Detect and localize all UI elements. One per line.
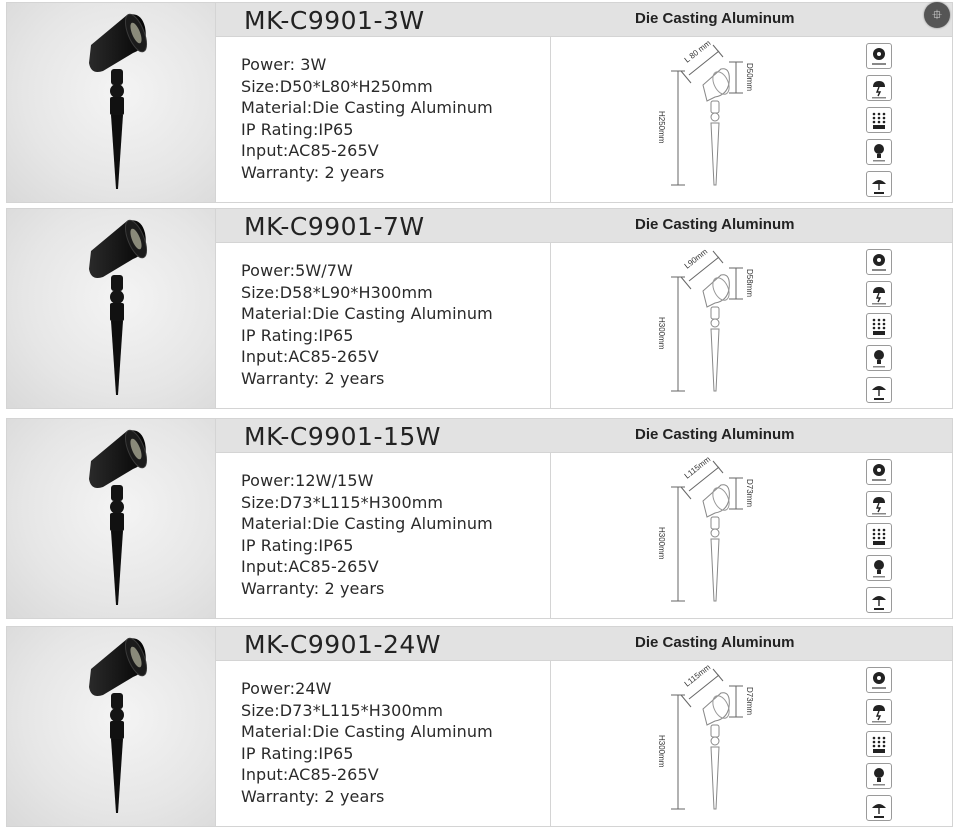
spec-list: [216, 243, 551, 408]
product-title-bar: [216, 3, 952, 37]
spec-line: Warranty: 2 years: [241, 368, 385, 388]
spec-line: Warranty: 2 years: [241, 578, 385, 598]
product-model: MK-C9901-7W: [244, 212, 425, 241]
spec-line: Power: 3W: [241, 55, 327, 74]
anti-stroke-icon: [866, 699, 892, 725]
dimension-panel: [551, 243, 952, 408]
visual-search-icon[interactable]: ⯐: [924, 2, 950, 28]
dimension-drawing: [551, 37, 851, 203]
ip65-icon: [866, 377, 892, 403]
energy-efficient-icon: [866, 763, 892, 789]
height-dimension-label: H250mm: [657, 111, 666, 144]
led-icon: [866, 523, 892, 549]
energy-efficient-icon: [866, 555, 892, 581]
material-header: Die Casting Aluminum: [635, 426, 795, 443]
diameter-dimension-label: D50mm: [745, 63, 754, 92]
feature-icons: [866, 667, 898, 827]
spec-list: [216, 453, 551, 618]
material-header: Die Casting Aluminum: [635, 216, 795, 233]
product-title-bar: [216, 419, 952, 453]
anti-stroke-icon: [866, 75, 892, 101]
led-icon: [866, 313, 892, 339]
product-photo: [7, 419, 216, 618]
spike-light-photo-icon: [7, 419, 216, 618]
feature-icons: [866, 459, 898, 619]
spec-list: [216, 37, 551, 202]
height-dimension-label: H300mm: [657, 735, 666, 768]
spec-line: Size:D73*L115*H300mm: [241, 700, 444, 720]
dimension-drawing: [551, 243, 851, 409]
feature-icons: [866, 43, 898, 203]
material-header: Die Casting Aluminum: [635, 10, 795, 27]
energy-efficient-icon: [866, 139, 892, 165]
spec-list: [216, 661, 551, 826]
spec-line: Power:24W: [241, 679, 332, 698]
spec-line: Material:Die Casting Aluminum: [241, 304, 493, 323]
energy-efficient-icon: [866, 345, 892, 371]
spec-line: Warranty: 2 years: [241, 786, 385, 806]
spec-line: Size:D73*L115*H300mm: [241, 492, 444, 512]
product-model: MK-C9901-3W: [244, 6, 425, 35]
product-title-bar: [216, 627, 952, 661]
diameter-dimension-label: D73mm: [745, 687, 754, 716]
product-row: [6, 2, 953, 203]
product-row: [6, 626, 953, 827]
spec-line: Material:Die Casting Aluminum: [241, 98, 493, 117]
spec-line: Input:AC85-265V: [241, 347, 379, 366]
material-header: Die Casting Aluminum: [635, 634, 795, 651]
length-dimension-label: L115mm: [682, 662, 713, 689]
spec-line: Power:5W/7W: [241, 261, 353, 280]
product-row: [6, 208, 953, 409]
spec-line: Input:AC85-265V: [241, 141, 379, 160]
led-icon: [866, 107, 892, 133]
spec-line: Power:12W/15W: [241, 471, 374, 490]
product-photo: [7, 627, 216, 826]
height-dimension-label: H300mm: [657, 527, 666, 560]
anti-stroke-icon: [866, 281, 892, 307]
dimension-panel: [551, 37, 952, 202]
diameter-dimension-label: D73mm: [745, 479, 754, 508]
dimension-panel: [551, 661, 952, 826]
anti-aging-icon: [866, 249, 892, 275]
product-photo: [7, 209, 216, 408]
anti-aging-icon: [866, 43, 892, 69]
dimension-drawing: [551, 661, 851, 827]
spec-line: Input:AC85-265V: [241, 557, 379, 576]
length-dimension-label: L 80 mm: [682, 38, 713, 65]
height-dimension-label: H300mm: [657, 317, 666, 350]
spec-line: Material:Die Casting Aluminum: [241, 514, 493, 533]
dimension-panel: [551, 453, 952, 618]
spec-line: IP Rating:IP65: [241, 535, 354, 555]
anti-aging-icon: [866, 667, 892, 693]
product-row: [6, 418, 953, 619]
spec-line: IP Rating:IP65: [241, 119, 354, 139]
spike-light-photo-icon: [7, 627, 216, 826]
feature-icons: [866, 249, 898, 409]
length-dimension-label: L115mm: [682, 454, 713, 481]
spec-line: Input:AC85-265V: [241, 765, 379, 784]
spec-line: IP Rating:IP65: [241, 325, 354, 345]
spike-light-photo-icon: [7, 3, 216, 202]
product-title-bar: [216, 209, 952, 243]
spec-line: Size:D58*L90*H300mm: [241, 282, 433, 302]
spec-line: Warranty: 2 years: [241, 162, 385, 182]
anti-stroke-icon: [866, 491, 892, 517]
led-icon: [866, 731, 892, 757]
spec-line: IP Rating:IP65: [241, 743, 354, 763]
anti-aging-icon: [866, 459, 892, 485]
ip65-icon: [866, 795, 892, 821]
dimension-drawing: [551, 453, 851, 619]
product-model: MK-C9901-15W: [244, 422, 441, 451]
length-dimension-label: L90mm: [682, 247, 710, 271]
diameter-dimension-label: D58mm: [745, 269, 754, 298]
ip65-icon: [866, 171, 892, 197]
product-photo: [7, 3, 216, 202]
spike-light-photo-icon: [7, 209, 216, 408]
spec-line: Size:D50*L80*H250mm: [241, 76, 433, 96]
product-model: MK-C9901-24W: [244, 630, 441, 659]
ip65-icon: [866, 587, 892, 613]
spec-line: Material:Die Casting Aluminum: [241, 722, 493, 741]
